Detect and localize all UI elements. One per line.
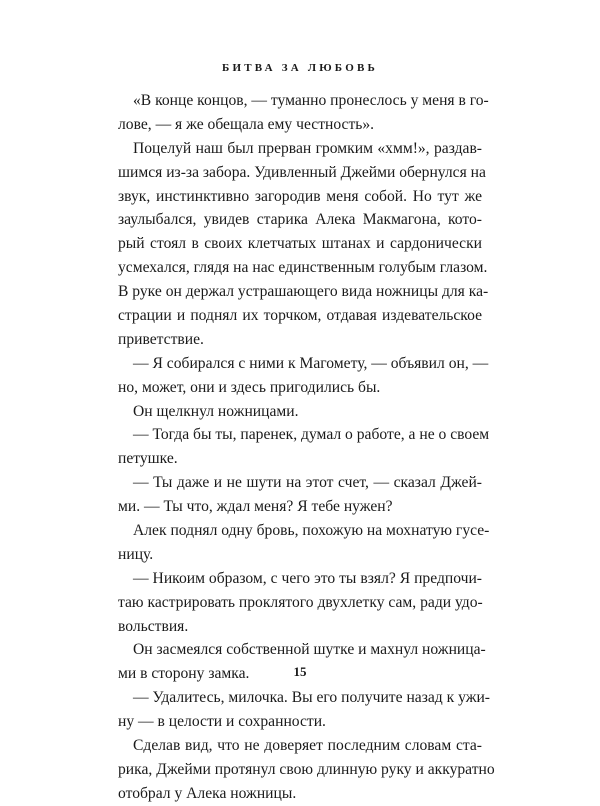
text-line: рика, Джейми протянул свою длинную руку и аккуратно <box>118 760 495 778</box>
text-line: — Ты даже и не шути на этот счет, — сказал Джей- <box>133 474 482 492</box>
text-line: приветствие. <box>118 330 204 348</box>
text-line: ми. — Ты что, ждал меня? Я тебе нужен? <box>118 498 393 516</box>
text-line: звук, инстинктивно загородив меня собой. Но тут же <box>118 187 482 205</box>
text-line: но, может, они и здесь пригодились бы. <box>118 378 381 396</box>
text-line: — Удалитесь, милочка. Вы его получите назад к ужи- <box>133 689 491 707</box>
text-line: вольствия. <box>118 617 189 635</box>
text-line: Сделав вид, что не доверяет последним словам ста- <box>133 737 482 755</box>
text-line: «В конце концов, — туманно пронеслось у меня в го- <box>133 92 489 109</box>
text-line: страции и поднял их торчком, отдавая издевательское <box>118 307 482 325</box>
running-head: БИТВА ЗА ЛЮБОВЬ <box>222 62 378 74</box>
text-line: таю кастрировать проклятого двухлетку сам, ради удо- <box>118 593 483 611</box>
text-line: Он засмеялся собственной шутке и махнул ножница- <box>133 641 486 659</box>
page-number: 15 <box>293 664 307 679</box>
text-line: — Никоим образом, с чего это ты взял? Я предпочи- <box>133 569 482 587</box>
text-line: ницу. <box>118 545 154 563</box>
text-line: заулыбался, увидев старика Алека Макмагона, кото- <box>118 211 482 229</box>
body-text <box>118 89 495 806</box>
text-line: Поцелуй наш был прерван громким «хмм!», раздав- <box>133 139 482 157</box>
text-line: ну — в целости и сохранности. <box>118 713 326 731</box>
text-line: шимся из-за забора. Удивленный Джейми обернулся на <box>118 163 486 181</box>
text-line: Алек поднял одну бровь, похожую на мохнатую гусе- <box>133 522 490 540</box>
text-line: В руке он держал устрашающего вида ножницы для ка- <box>118 283 489 301</box>
text-line: рый стоял в своих клетчатых штанах и сардонически <box>118 235 482 253</box>
text-line: усмехался, глядя на нас единственным голубым глазом. <box>118 259 488 277</box>
text-line: ми в сторону замка. <box>118 665 250 683</box>
text-line: — Я собирался с ними к Магомету, — объявил он, — <box>133 354 489 372</box>
text-line: отобрал у Алека ножницы. <box>118 784 297 802</box>
text-line: лове, — я же обещала ему честность». <box>118 115 375 133</box>
text-line: — Тогда бы ты, паренек, думал о работе, а не о своем <box>133 426 490 444</box>
text-line: петушке. <box>118 450 178 468</box>
text-line: Он щелкнул ножницами. <box>133 402 299 420</box>
